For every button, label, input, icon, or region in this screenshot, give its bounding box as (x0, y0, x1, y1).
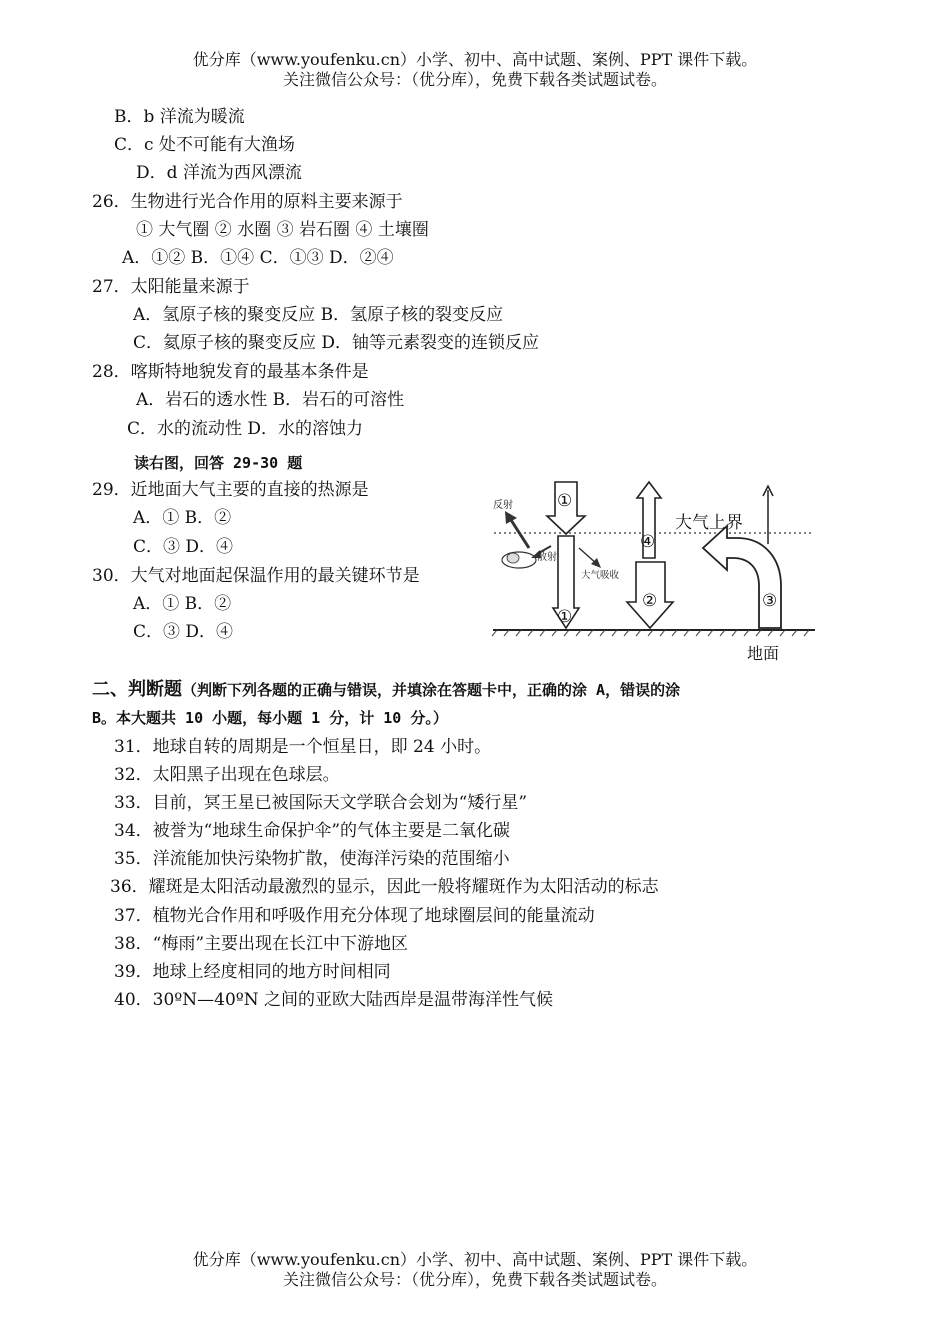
q29-stem: 29．近地面大气主要的直接的热源是 (92, 480, 369, 500)
q28-options-row2: C．水的流动性 D．水的溶蚀力 (127, 419, 364, 439)
judge-item-38: 38．“梅雨”主要出现在长江中下游地区 (114, 934, 409, 954)
footer-line-2: 关注微信公众号：（优分库），免费下载各类试题试卷。 (282, 1270, 667, 1289)
judge-item-37: 37．植物光合作用和呼吸作用充分体现了地球圈层间的能量流动 (114, 906, 595, 926)
label-4: ④ (640, 532, 656, 552)
read-diagram-prompt: 读右图，回答 29-30 题 (134, 454, 303, 472)
q28-stem: 28．喀斯特地貌发育的最基本条件是 (92, 362, 369, 382)
judge-item-35: 35．洋流能加快污染物扩散，使海洋污染的范围缩小 (114, 849, 510, 869)
footer-line-1: 优分库（www.youfenku.cn）小学、初中、高中试题、案例、PPT 课件下载。 (192, 1250, 758, 1269)
header-line-1: 优分库（www.youfenku.cn）小学、初中、高中试题、案例、PPT 课件下载。 (192, 50, 758, 69)
section2-instruction-2: B。本大题共 10 小题，每小题 1 分，计 10 分。） (92, 709, 448, 727)
reflection-arrow (511, 520, 529, 548)
q28-options-row1: A．岩石的透水性 B．岩石的可溶性 (136, 390, 405, 410)
judge-item-40: 40．30ºN—40ºN 之间的亚欧大陆西岸是温带海洋性气候 (114, 990, 554, 1010)
q29-options-row1: A．① B．② (133, 508, 232, 528)
q29-options-row2: C．③ D．④ (133, 537, 234, 557)
atmosphere-heat-diagram (489, 478, 819, 664)
judge-item-34: 34．被誉为“地球生命保护伞”的气体主要是二氧化碳 (114, 821, 511, 841)
absorption-label: 大气吸收 (581, 570, 620, 581)
label-1-bottom: ① (557, 607, 573, 627)
judge-item-39: 39．地球上经度相同的地方时间相同 (114, 962, 391, 982)
reflection-label: 反射 (493, 500, 513, 511)
q30-options-row2: C．③ D．④ (133, 622, 234, 642)
q26-stem: 26．生物进行光合作用的原料主要来源于 (92, 192, 403, 212)
scatter-label: 散射 (537, 552, 557, 563)
label-1-top: ① (557, 491, 573, 511)
judge-item-36: 36．耀斑是太阳活动最激烈的显示，因此一般将耀斑作为太阳活动的标志 (110, 877, 659, 897)
atmosphere-top-label: 大气上界 (675, 513, 743, 533)
section2-instruction-1: （判断下列各题的正确与错误，并填涂在答题卡中，正确的涂 A，错误的涂 (182, 681, 681, 699)
q26-options: A．①② B．①④ C．①③ D．②④ (122, 248, 394, 268)
q25-option-b: B．b 洋流为暖流 (114, 107, 245, 127)
q27-options-row1: A．氢原子核的聚变反应 B．氢原子核的裂变反应 (133, 305, 504, 325)
ground-label: 地面 (747, 644, 780, 663)
q27-options-row2: C．氦原子核的聚变反应 D．铀等元素裂变的连锁反应 (133, 333, 540, 353)
section2-heading (92, 679, 680, 701)
q25-option-d: D．d 洋流为西风漂流 (136, 163, 302, 183)
judge-item-33: 33．目前，冥王星已被国际天文学联合会划为“矮行星” (114, 793, 528, 813)
q30-options-row1: A．① B．② (133, 594, 232, 614)
judge-item-32: 32．太阳黑子出现在色球层。 (114, 765, 340, 785)
atmospheric-radiation-curved-arrow (703, 526, 781, 628)
label-2: ② (642, 591, 658, 611)
q27-stem: 27．太阳能量来源于 (92, 277, 250, 297)
q25-option-c: C．c 处不可能有大渔场 (114, 135, 295, 155)
section2-title: 二、判断题 (92, 679, 182, 700)
label-3: ③ (762, 591, 778, 611)
q26-items: ① 大气圈 ② 水圈 ③ 岩石圈 ④ 土壤圈 (136, 220, 429, 240)
q30-stem: 30．大气对地面起保温作用的最关键环节是 (92, 566, 420, 586)
header-line-2: 关注微信公众号：（优分库），免费下载各类试题试卷。 (282, 70, 667, 89)
judge-item-31: 31．地球自转的周期是一个恒星日，即 24 小时。 (114, 737, 492, 757)
